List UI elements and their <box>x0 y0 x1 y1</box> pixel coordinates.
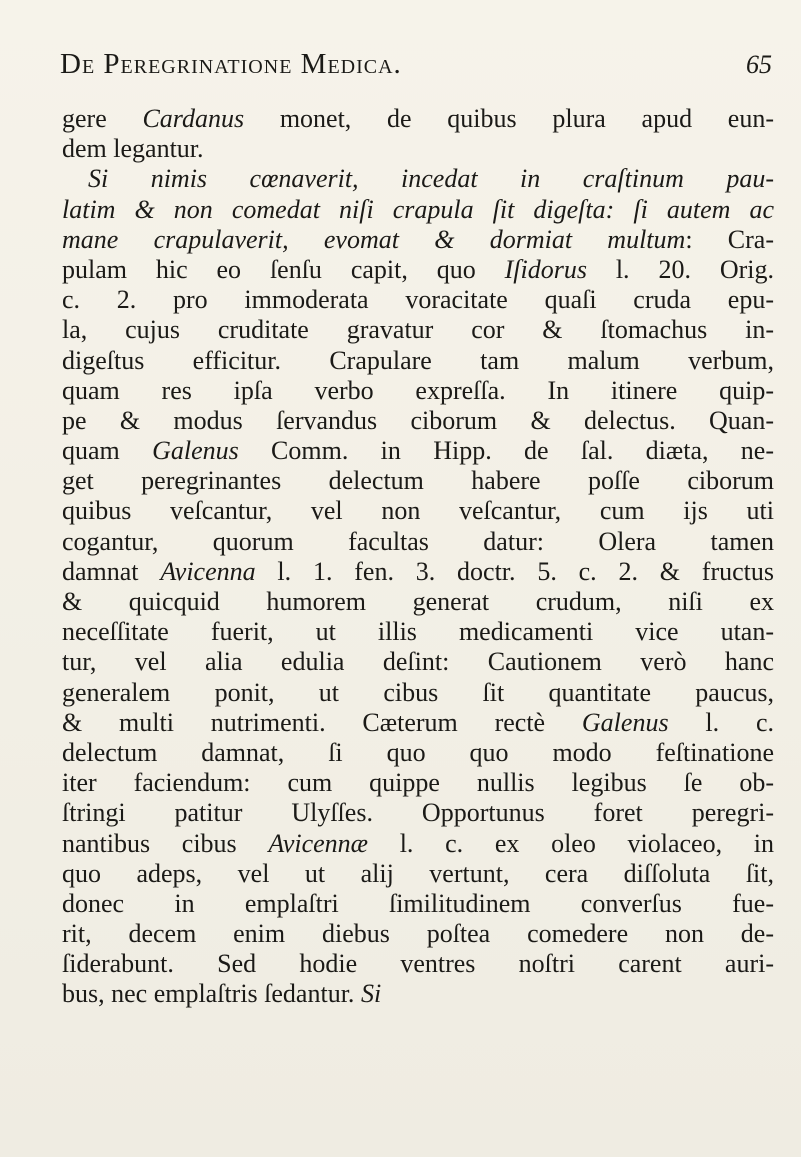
italic-text-run: Iſidorus <box>504 254 587 284</box>
text-line <box>62 164 774 194</box>
text-line <box>62 587 774 617</box>
text-line <box>62 346 774 376</box>
italic-text-run: mane crapulaverit, evomat & dormiat multum <box>62 224 686 254</box>
text-run: cogantur, quorum facultas datur: Olera tamen <box>62 526 774 556</box>
text-line <box>62 285 774 315</box>
text-line <box>62 376 774 406</box>
italic-text-run: Avicennæ <box>268 828 369 858</box>
text-line <box>62 768 774 798</box>
text-line <box>62 496 774 526</box>
text-line <box>62 436 774 466</box>
italic-text-run: latim & non comedat niſi crapula ſit digeſta: ſi autem ac <box>62 194 774 224</box>
text-run: digeſtus efficitur. Crapulare tam malum verbum, <box>62 345 774 375</box>
text-run: la, cujus cruditate gravatur cor & ſtomachus in- <box>62 315 774 345</box>
text-run: quam res ipſa verbo expreſſa. In itinere quip- <box>62 375 774 405</box>
italic-text-run: Galenus <box>152 436 239 466</box>
italic-text-run: Galenus <box>581 707 669 737</box>
text-run: Comm. in Hipp. de ſal. diæta, ne- <box>238 436 774 466</box>
text-line <box>62 134 774 164</box>
text-line <box>62 527 774 557</box>
text-run: & quicquid humorem generat crudum, niſi ex <box>62 587 774 616</box>
text-run: monet, de quibus plura apud eun- <box>244 104 774 133</box>
page-number: 65 <box>746 50 772 79</box>
text-run: bus, nec emplaſtris ſedantur. <box>62 979 355 1009</box>
text-run: pe & modus ſervandus ciborum & delectus. Quan- <box>62 405 774 435</box>
text-run: l. c. <box>668 707 774 737</box>
italic-text-run: Si <box>354 979 382 1009</box>
italic-text-run: Avicenna <box>160 556 256 586</box>
text-line <box>62 949 774 979</box>
text-run: pulam hic eo ſenſu capit, quo <box>62 254 505 284</box>
body-text <box>62 104 774 1010</box>
text-run: dem legantur. <box>62 134 204 164</box>
text-line <box>62 315 774 345</box>
text-line <box>62 798 774 828</box>
text-run: quibus veſcantur, vel non veſcantur, cum ijs uti <box>62 496 774 526</box>
text-run: rit, decem enim diebus poſtea comedere non de- <box>62 919 774 949</box>
italic-text-run: Cardanus <box>142 104 245 133</box>
text-run: delectum damnat, ſi quo quo modo feſtinatione <box>62 737 774 767</box>
text-line <box>62 406 774 436</box>
text-line <box>62 466 774 496</box>
text-line <box>62 557 774 587</box>
text-line <box>62 738 774 768</box>
text-run: quam <box>62 436 153 466</box>
text-run: generalem ponit, ut cibus ſit quantitate paucus, <box>62 677 774 707</box>
text-line <box>62 829 774 859</box>
text-run: donec in emplaſtri ſimilitudinem converſus fue- <box>62 888 774 918</box>
running-title: De Peregrinatione Medica. <box>60 48 402 80</box>
text-line <box>62 647 774 677</box>
text-run: l. 20. Orig. <box>586 254 774 284</box>
text-run: damnat <box>62 556 161 586</box>
text-run: get peregrinantes delectum habere poſſe ciborum <box>62 466 774 496</box>
text-line <box>62 617 774 647</box>
text-run: quo adeps, vel ut alij vertunt, cera diſſoluta ſit, <box>62 858 774 888</box>
text-run: l. c. ex oleo violaceo, in <box>368 828 774 858</box>
text-line <box>62 919 774 949</box>
text-run: tur, vel alia edulia deſint: Cautionem verò hanc <box>62 647 774 677</box>
text-line <box>62 225 774 255</box>
text-line <box>62 195 774 225</box>
text-line <box>62 889 774 919</box>
text-run: c. 2. pro immoderata voracitate quaſi cruda epu- <box>62 285 774 315</box>
text-run: ſtringi patitur Ulyſſes. Opportunus foret peregri- <box>62 798 774 828</box>
italic-text-run: Si nimis cœnaverit, incedat in craſtinum pau- <box>88 164 774 194</box>
text-line <box>62 859 774 889</box>
text-run: & multi nutrimenti. Cæterum rectè <box>62 707 582 737</box>
text-run: neceſſitate fuerit, ut illis medicamenti vice utan- <box>62 617 774 647</box>
text-run: ſiderabunt. Sed hodie ventres noſtri carent auri- <box>62 949 774 979</box>
text-line <box>62 104 774 134</box>
text-run: l. 1. fen. 3. doctr. 5. c. 2. & fructus <box>255 556 774 586</box>
text-line <box>62 979 774 1009</box>
page-header <box>60 44 772 90</box>
text-run: nantibus cibus <box>62 828 269 858</box>
text-line <box>62 708 774 738</box>
text-line <box>62 678 774 708</box>
text-run: iter faciendum: cum quippe nullis legibus ſe ob- <box>62 768 774 798</box>
text-line <box>62 255 774 285</box>
text-run: gere <box>62 104 143 133</box>
text-run: : Cra- <box>685 224 774 254</box>
